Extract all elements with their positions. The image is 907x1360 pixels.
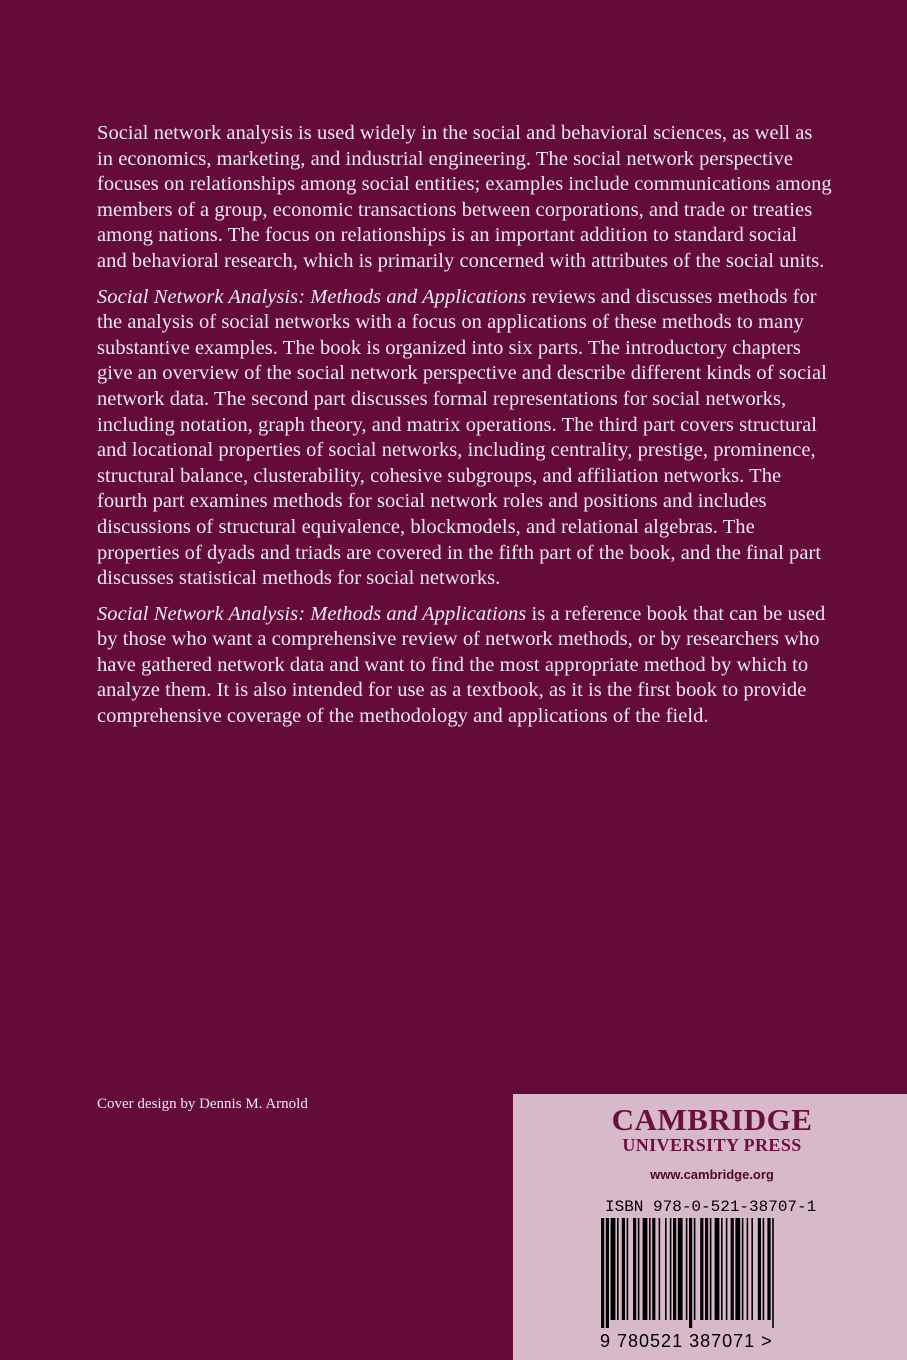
blurb-paragraph-2 [97, 285, 832, 592]
blurb-paragraph-3 [97, 602, 832, 730]
barcode-icon [601, 1218, 815, 1330]
publisher-subtitle: UNIVERSITY PRESS [622, 1135, 802, 1155]
cambridge-logo [597, 1104, 827, 1155]
blurb-text [97, 121, 832, 740]
publisher-website: www.cambridge.org [650, 1167, 774, 1182]
book-title-reference: Social Network Analysis: Methods and Applications [97, 602, 527, 625]
blurb-paragraph-3-text: is a reference book that can be used by those who want a comprehensive review of network methods, or by researchers who have gathered network data and want to find the most appropriate method by which to analyze them. It is also intended for use as a textbook, as it is the first book to provide comprehensive coverage of the methodology and applications of the field. [97, 602, 826, 728]
barcode-digits: 9 780521 387071 > [600, 1331, 773, 1351]
publisher-name: CAMBRIDGE [611, 1102, 813, 1137]
cover-design-credit: Cover design by Dennis M. Arnold [97, 1096, 308, 1112]
blurb-paragraph-1: Social network analysis is used widely in the social and behavioral sciences, as well as in economics, marketing, and industrial engineering. The social network perspective focuses on relationships among social entities; examples include communications among members of a group, economic transactions between corporations, and trade or treaties among nations. The focus on relationships is an important addition to standard social and behavioral research, which is primarily concerned with attributes of the social units. [97, 122, 832, 272]
blurb-paragraph-2-text: reviews and discusses methods for the analysis of social networks with a focus on applications of these methods to many substantive examples. The book is organized into six parts. The introductory chapters give an overview of the social network perspective and describe different kinds of social network data. The second part discusses formal representations for social networks, including notation, graph theory, and matrix operations. The third part covers structural and locational properties of social networks, including centrality, prestige, prominence, structural balance, clusterability, cohesive subgroups, and affiliation networks. The fourth part examines methods for social network roles and positions and includes discussions of structural equivalence, blockmodels, and relational algebras. The properties of dyads and triads are covered in the fifth part of the book, and the final part discusses statistical methods for social networks. [97, 285, 827, 590]
isbn-label: ISBN 978-0-521-38707-1 [605, 1198, 817, 1216]
publisher-box [513, 1094, 907, 1360]
book-title-reference: Social Network Analysis: Methods and Applications [97, 285, 527, 308]
barcode-panel [588, 1194, 828, 1352]
